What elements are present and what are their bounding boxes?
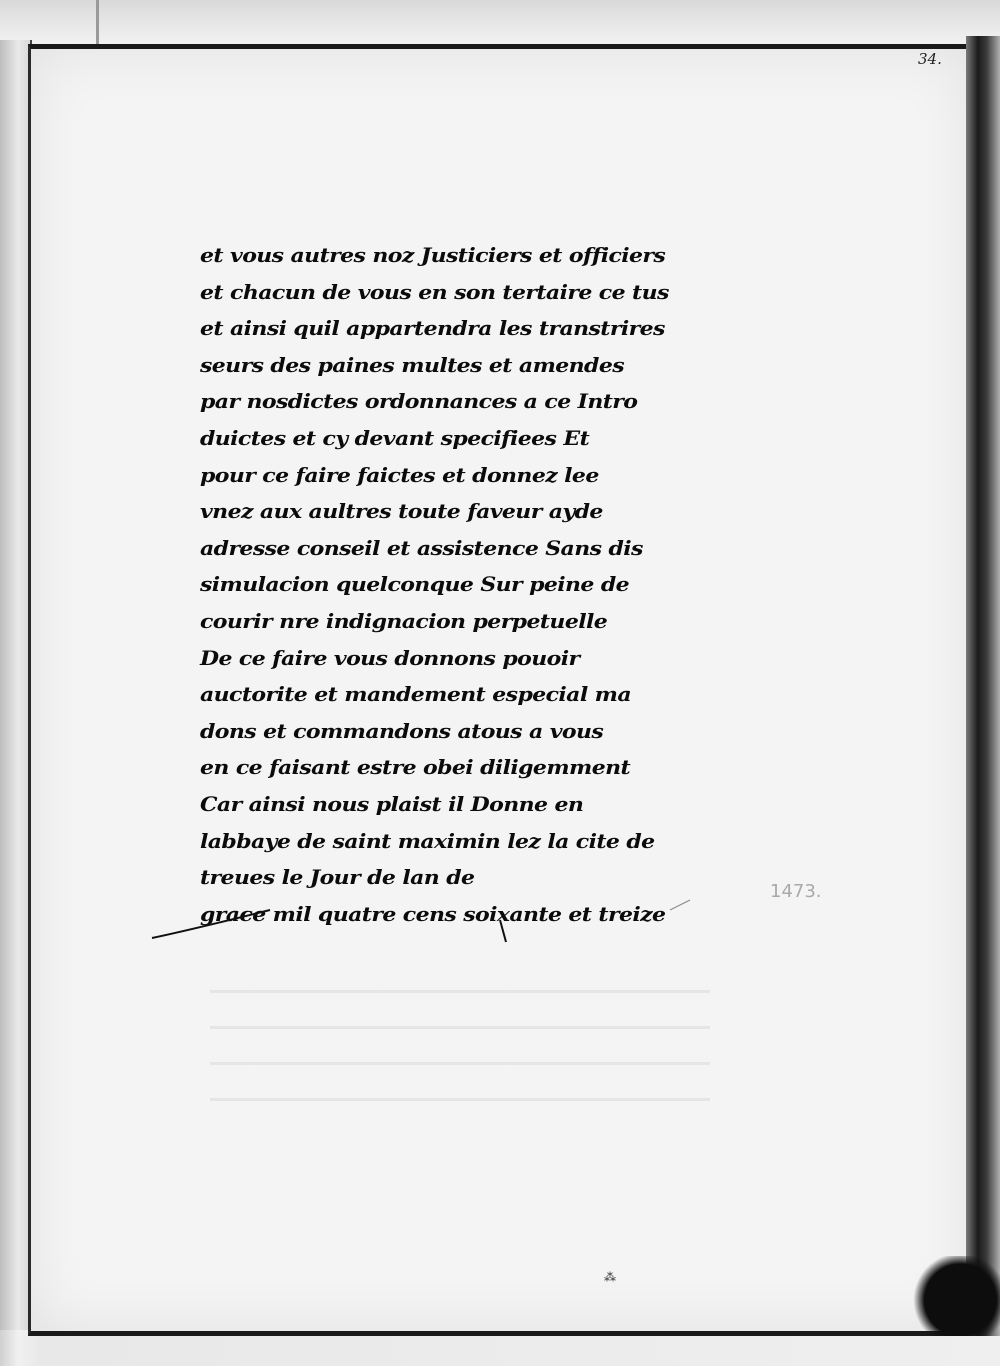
bottom-mark: ⁂ — [604, 1270, 616, 1284]
text-line: et ainsi quil appartendra les transtrires — [200, 317, 665, 341]
text-line: adresse conseil et assistence Sans dis — [200, 537, 643, 561]
text-line: simulacion quelconque Sur peine de — [200, 573, 630, 597]
top-binding-tick — [96, 0, 99, 44]
text-line: duictes et cy devant specifiees Et — [200, 427, 590, 451]
right-page-edge — [966, 36, 1000, 1336]
top-binding-strip — [0, 0, 1000, 44]
corner-blot — [912, 1256, 1000, 1336]
text-line: treues le Jour de lan de — [200, 866, 475, 890]
text-line: Car ainsi nous plaist il Donne en — [200, 793, 584, 817]
show-through-ghost — [210, 990, 710, 1110]
text-line: et vous autres noz Justiciers et officiers — [200, 244, 666, 268]
manuscript-text-block — [200, 238, 760, 933]
pen-flourish — [150, 880, 710, 950]
text-line: labbaye de saint maximin lez la cite de — [200, 830, 655, 853]
text-line: grace mil quatre cens soixante et treize — [200, 903, 666, 927]
text-line: dons et commandons atous a vous — [200, 720, 604, 744]
text-line: pour ce faire faictes et donnez lee — [200, 464, 599, 488]
text-line: et chacun de vous en son tertaire ce tus — [200, 281, 669, 305]
text-line: vnez aux aultres toute faveur ayde — [200, 500, 603, 524]
margin-date-note: 1473. — [770, 881, 822, 902]
text-line: par nosdictes ordonnances a ce Intro — [200, 390, 638, 414]
text-line: courir nre indignacion perpetuelle — [200, 610, 608, 634]
text-line: De ce faire vous donnons pouoir — [200, 647, 580, 671]
folio-number: 34. — [918, 50, 942, 68]
text-line: auctorite et mandement especial ma — [200, 683, 631, 707]
text-line: seurs des paines multes et amendes — [200, 354, 625, 378]
text-line: en ce faisant estre obei diligemment — [200, 756, 631, 780]
